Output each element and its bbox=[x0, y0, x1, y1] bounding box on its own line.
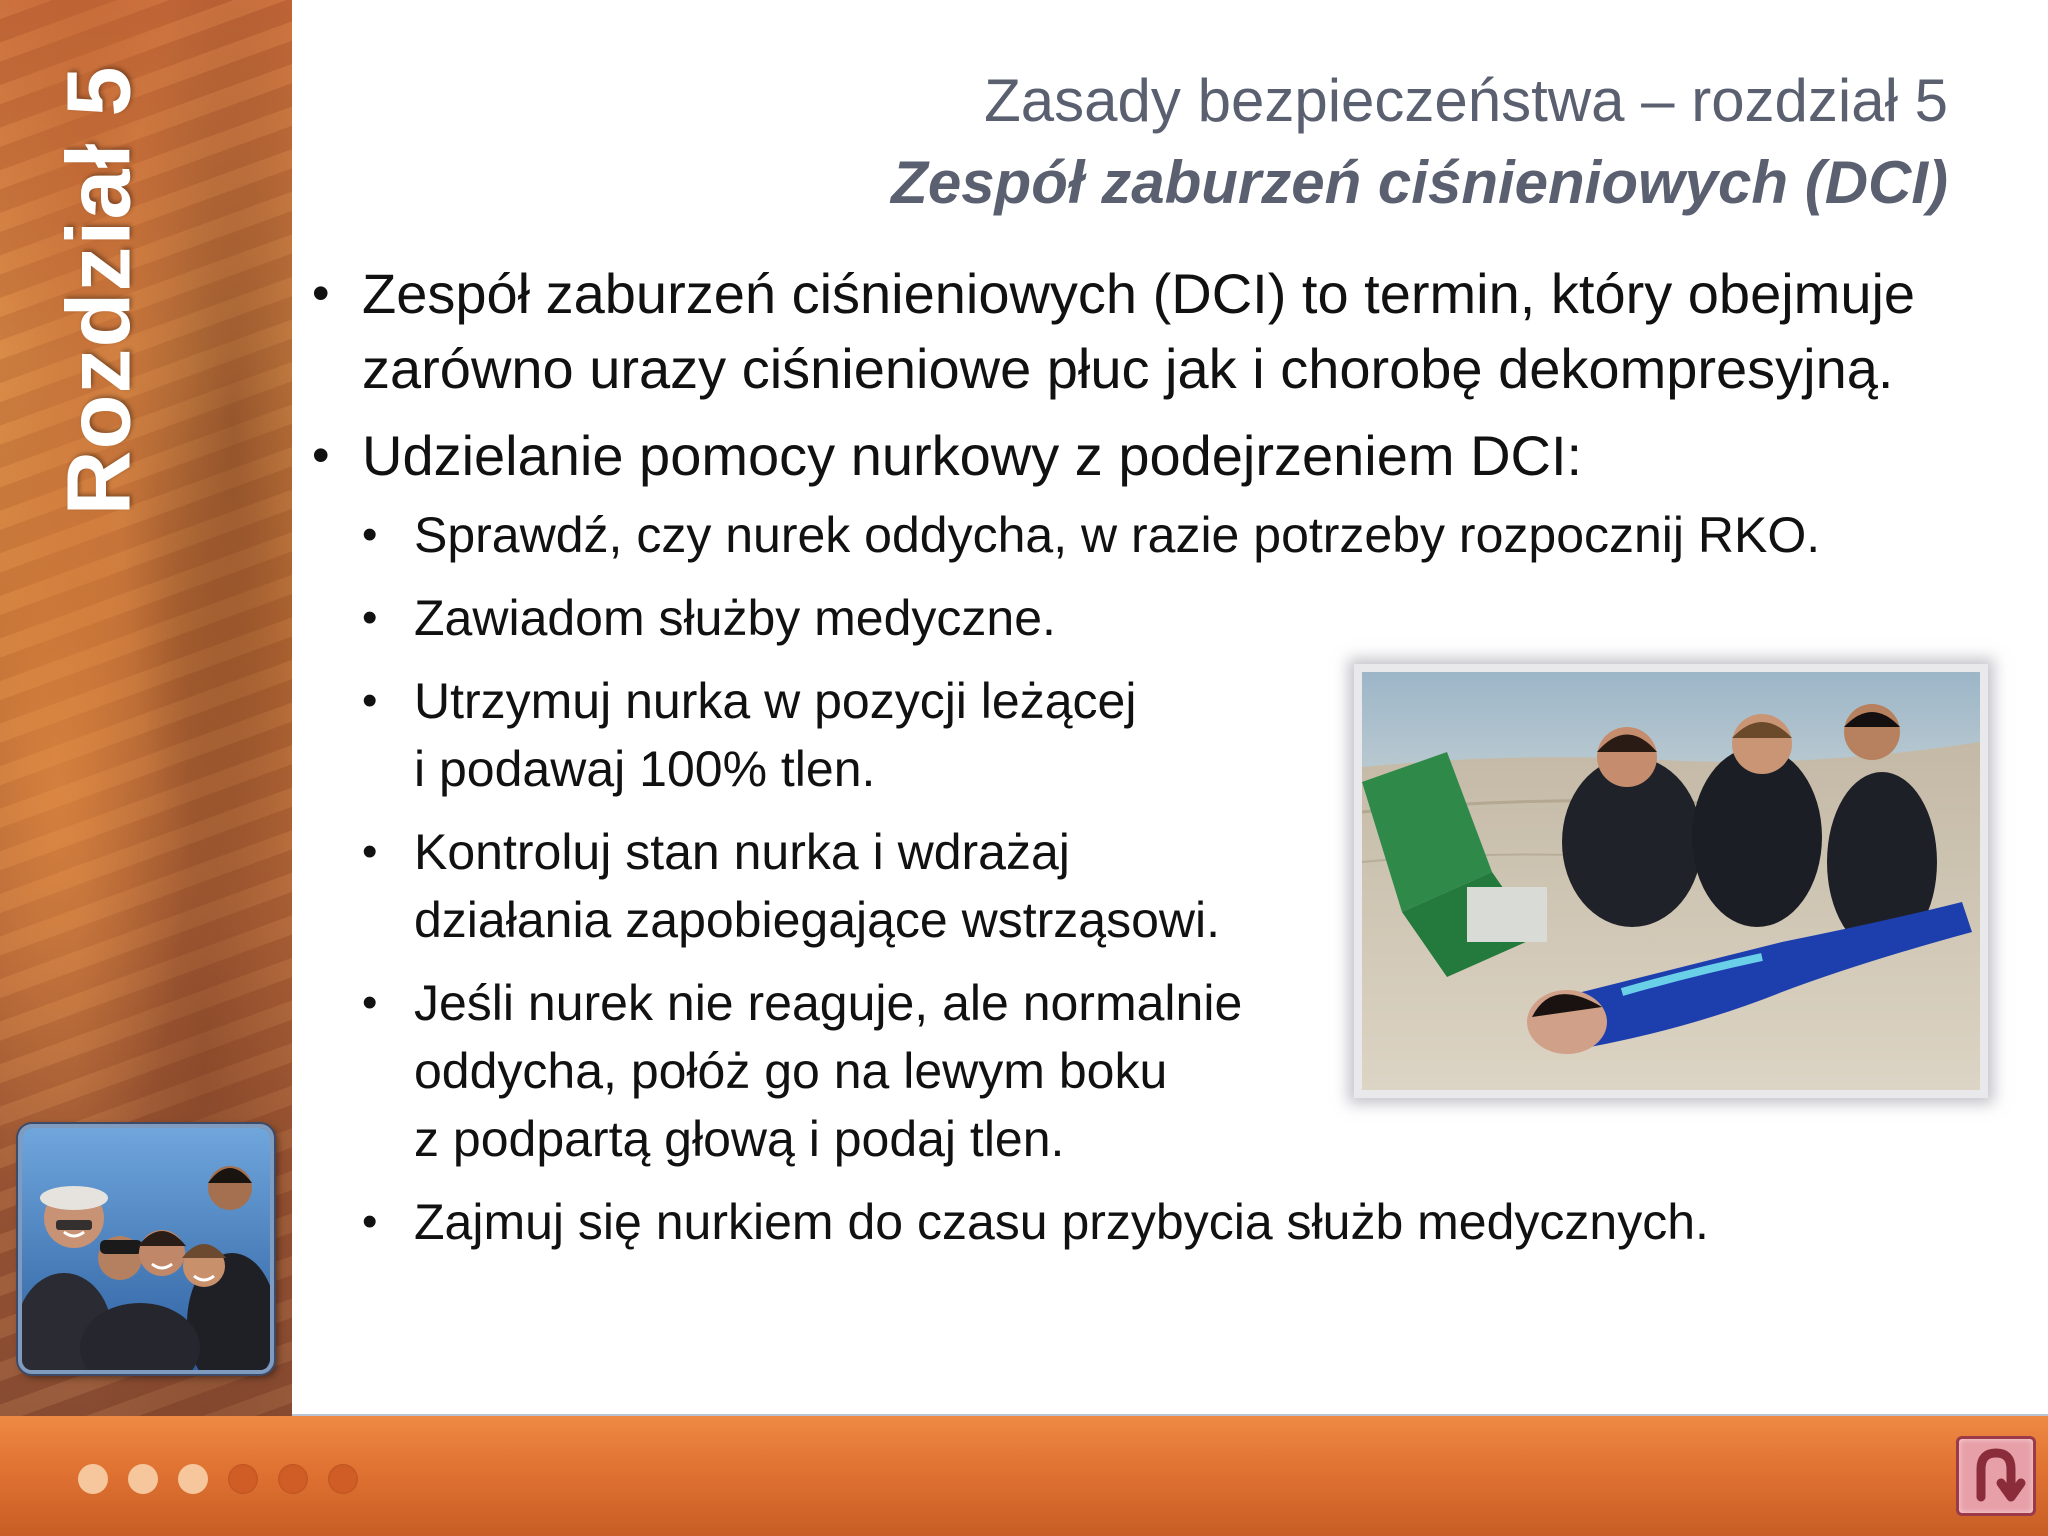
sub-bullet-check-breathing bbox=[300, 501, 2020, 569]
sub-bullet-line: oddycha, połóż go na lewym boku bbox=[414, 1043, 1168, 1099]
sidebar-panel bbox=[0, 0, 292, 1418]
sub-bullet-text: Sprawdź, czy nurek oddycha, w razie potrzeby rozpocznij RKO. bbox=[414, 507, 1821, 563]
progress-dot[interactable] bbox=[78, 1464, 108, 1494]
progress-dot[interactable] bbox=[328, 1464, 358, 1494]
sub-bullet-line: i podawaj 100% tlen. bbox=[414, 741, 876, 797]
return-arrow-icon bbox=[1959, 1439, 2033, 1513]
sub-bullet-line: z podpartą głową i podaj tlen. bbox=[414, 1111, 1065, 1167]
slide-subtitle: Zespół zaburzeń ciśnieniowych (DCI) bbox=[891, 149, 1948, 216]
progress-dot[interactable] bbox=[278, 1464, 308, 1494]
sub-bullet-notify-medical bbox=[300, 584, 2020, 652]
sub-bullet-text: Zawiadom służby medyczne. bbox=[414, 590, 1056, 646]
chapter-label-container bbox=[49, 60, 150, 520]
sub-bullet-line: Utrzymuj nurka w pozycji leżącej bbox=[414, 673, 1137, 729]
bullet-dci-first-aid bbox=[300, 418, 2020, 493]
bullet-text: Udzielanie pomocy nurkowy z podejrzeniem DCI: bbox=[362, 424, 1583, 487]
progress-dot[interactable] bbox=[178, 1464, 208, 1494]
progress-dot[interactable] bbox=[228, 1464, 258, 1494]
bullet-dci-definition bbox=[300, 256, 1920, 406]
divers-team-photo bbox=[18, 1124, 274, 1374]
progress-dot[interactable] bbox=[128, 1464, 158, 1494]
bullet-text: Zespół zaburzeń ciśnieniowych (DCI) to termin, który obejmuje zarówno urazy ciśnieniowe płuc jak i chorobę dekompresyjną. bbox=[362, 262, 1916, 400]
beach-rescue-image bbox=[1362, 672, 1980, 1090]
sub-bullet-text: Zajmuj się nurkiem do czasu przybycia służb medycznych. bbox=[414, 1194, 1709, 1250]
return-button[interactable] bbox=[1956, 1436, 2036, 1516]
slide-progress-dots bbox=[78, 1464, 378, 1494]
divers-team-image bbox=[22, 1128, 270, 1370]
sub-bullet-line: Kontroluj stan nurka i wdrażaj bbox=[414, 824, 1070, 880]
chapter-label: Rozdział 5 bbox=[49, 64, 150, 516]
sub-bullet-line: Jeśli nurek nie reaguje, ale normalnie bbox=[414, 975, 1243, 1031]
sub-bullet-stay-with-diver bbox=[300, 1188, 2020, 1256]
slide-title: Zasady bezpieczeństwa – rozdział 5 bbox=[984, 67, 1948, 134]
sub-bullet-line: działania zapobiegające wstrząsowi. bbox=[414, 892, 1221, 948]
beach-rescue-photo bbox=[1354, 664, 1988, 1098]
